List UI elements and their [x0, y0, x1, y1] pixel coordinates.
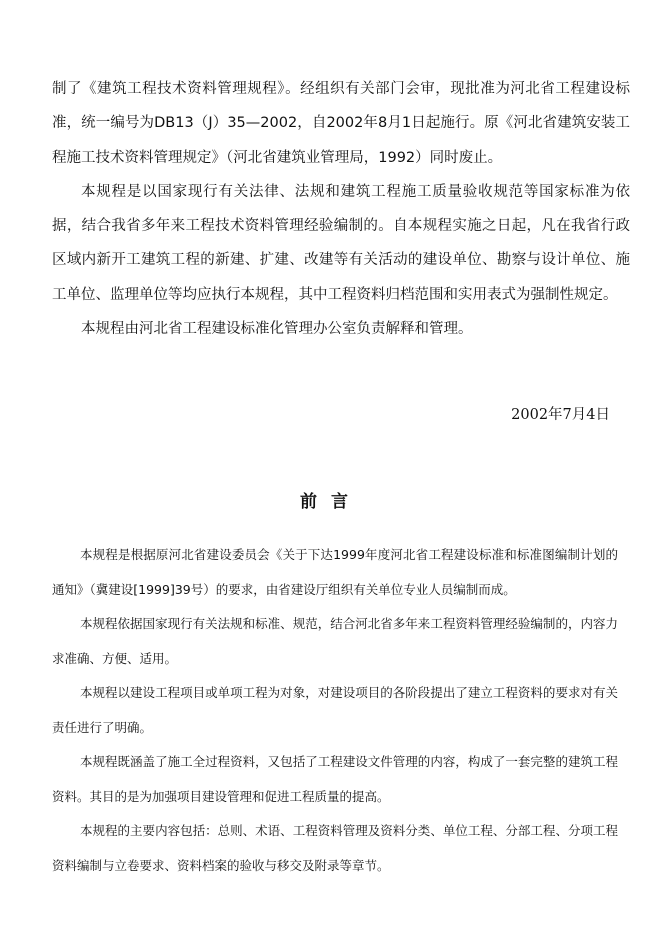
preface-paragraph-4: 本规程既涵盖了施工全过程资料，又包括了工程建设文件管理的内容，构成了一套完整的建筑工程资料。其目的是为加强项目建设管理和促进工程质量的提高。	[52, 754, 618, 804]
approval-notice-text	[52, 72, 630, 346]
notice-date: 2002年7月4日	[511, 407, 610, 423]
preface-paragraph-3: 本规程以建设工程项目或单项工程为对象，对建设项目的各阶段提出了建立工程资料的要求对有关责任进行了明确。	[52, 685, 618, 735]
preface-heading: 前言	[300, 492, 362, 512]
notice-paragraph-2: 本规程是以国家现行有关法律、法规和建筑工程施工质量验收规范等国家标准为依据，结合我省多年来工程技术资料管理经验编制的。自本规程实施之日起，凡在我省行政区域内新开工建筑工程的新建、扩建、改建等有关活动的建设单位、勘察与设计单位、施工单位、监理单位等均应执行本规程，其中工程资料归档范围和实用表式为强制性规定。	[52, 183, 630, 303]
notice-paragraph-3: 本规程由河北省工程建设标准化管理办公室负责解释和管理。	[81, 321, 473, 338]
preface-body	[52, 538, 618, 883]
preface-paragraph-2: 本规程依据国家现行有关法规和标准、规范，结合河北省多年来工程资料管理经验编制的，内容力求准确、方便、适用。	[52, 616, 618, 666]
notice-paragraph-1: 制了《建筑工程技术资料管理规程》。经组织有关部门会审，现批准为河北省工程建设标准，统一编号为DB13（J）35—2002，自2002年8月1日起施行。原《河北省建筑安装工程施工技术资料管理规定》（河北省建筑业管理局，1992）同时废止。	[52, 81, 630, 166]
preface-paragraph-1: 本规程是根据原河北省建设委员会《关于下达1999年度河北省工程建设标准和标准图编制计划的通知》（冀建设[1999]39号）的要求，由省建设厅组织有关单位专业人员编制而成。	[52, 547, 618, 597]
preface-paragraph-5: 本规程的主要内容包括：总则、术语、工程资料管理及资料分类、单位工程、分部工程、分项工程资料编制与立卷要求、资料档案的验收与移交及附录等章节。	[52, 823, 618, 873]
